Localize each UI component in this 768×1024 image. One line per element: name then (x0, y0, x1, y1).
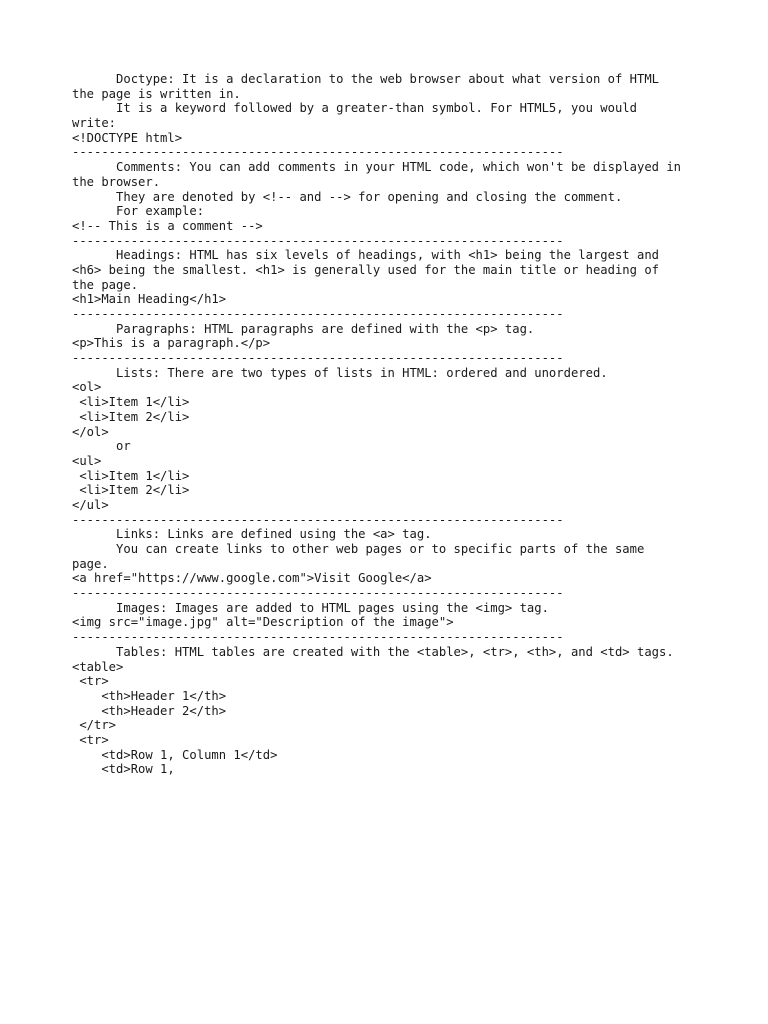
document-line: ------------------------------------------------------------------- (72, 512, 564, 527)
document-line: Lists: There are two types of lists in HTML: ordered and unordered. (72, 365, 608, 380)
document-line: write: (72, 116, 117, 131)
document-line: <table> (72, 659, 124, 674)
document-line: <li>Item 2</li> (72, 409, 190, 424)
document-line: </tr> (72, 718, 117, 733)
document-line: They are denoted by <!-- and --> for opening and closing the comment. (72, 189, 623, 204)
document-line: <!DOCTYPE html> (72, 130, 183, 145)
document-line: </ul> (72, 497, 109, 512)
document-line: ------------------------------------------------------------------- (72, 630, 564, 645)
document-line: <h6> being the smallest. <h1> is generally used for the main title or heading of (72, 262, 659, 277)
document-line: Doctype: It is a declaration to the web browser about what version of HTML (72, 72, 659, 86)
document-line: <th>Header 2</th> (72, 703, 227, 718)
document-line: the page. (72, 277, 139, 292)
document-line: It is a keyword followed by a greater-than symbol. For HTML5, you would (72, 101, 637, 116)
document-line: <tr> (72, 674, 109, 689)
document-line: <a href="https://www.google.com">Visit Google</a> (72, 571, 432, 586)
document-line: Links: Links are defined using the <a> tag. (72, 527, 432, 542)
document-line: ------------------------------------------------------------------- (72, 145, 564, 160)
document-line: <td>Row 1, Column 1</td> (72, 747, 278, 762)
document-line: Comments: You can add comments in your HTML code, which won't be displayed in (72, 160, 682, 175)
document-line: <th>Header 1</th> (72, 688, 227, 703)
document-line: <li>Item 1</li> (72, 395, 190, 410)
document-line: <!-- This is a comment --> (72, 218, 263, 233)
document-line: Tables: HTML tables are created with the <table>, <tr>, <th>, and <td> tags. (72, 644, 674, 659)
document-line: <td>Row 1, (72, 762, 175, 777)
document-line: ------------------------------------------------------------------- (72, 307, 564, 321)
document-line: </ol> (72, 424, 109, 439)
document-line: ------------------------------------------------------------------- (72, 233, 564, 248)
document-line: ------------------------------------------------------------------- (72, 351, 564, 366)
document-line: For example: (72, 204, 205, 219)
document-text (72, 72, 712, 777)
document-line: <img src="image.jpg" alt="Description of the image"> (72, 615, 454, 630)
document-line: You can create links to other web pages or to specific parts of the same (72, 542, 645, 556)
document-line: Images: Images are added to HTML pages using the <img> tag. (72, 600, 549, 615)
document-line: <li>Item 1</li> (72, 468, 190, 483)
document-line: page. (72, 556, 109, 571)
document-line: the browser. (72, 174, 161, 189)
document-line: <ol> (72, 380, 102, 395)
document-line: <tr> (72, 732, 109, 747)
document-line: Paragraphs: HTML paragraphs are defined with the <p> tag. (72, 321, 535, 336)
document-line: <h1>Main Heading</h1> (72, 292, 227, 307)
document-line: <ul> (72, 453, 102, 468)
document-line: ------------------------------------------------------------------- (72, 586, 564, 601)
document-line: Headings: HTML has six levels of headings, with <h1> being the largest and (72, 248, 659, 263)
document-line: <p>This is a paragraph.</p> (72, 336, 271, 351)
document-line: the page is written in. (72, 86, 241, 101)
document-line: or (72, 439, 131, 454)
document-line: <li>Item 2</li> (72, 483, 190, 498)
